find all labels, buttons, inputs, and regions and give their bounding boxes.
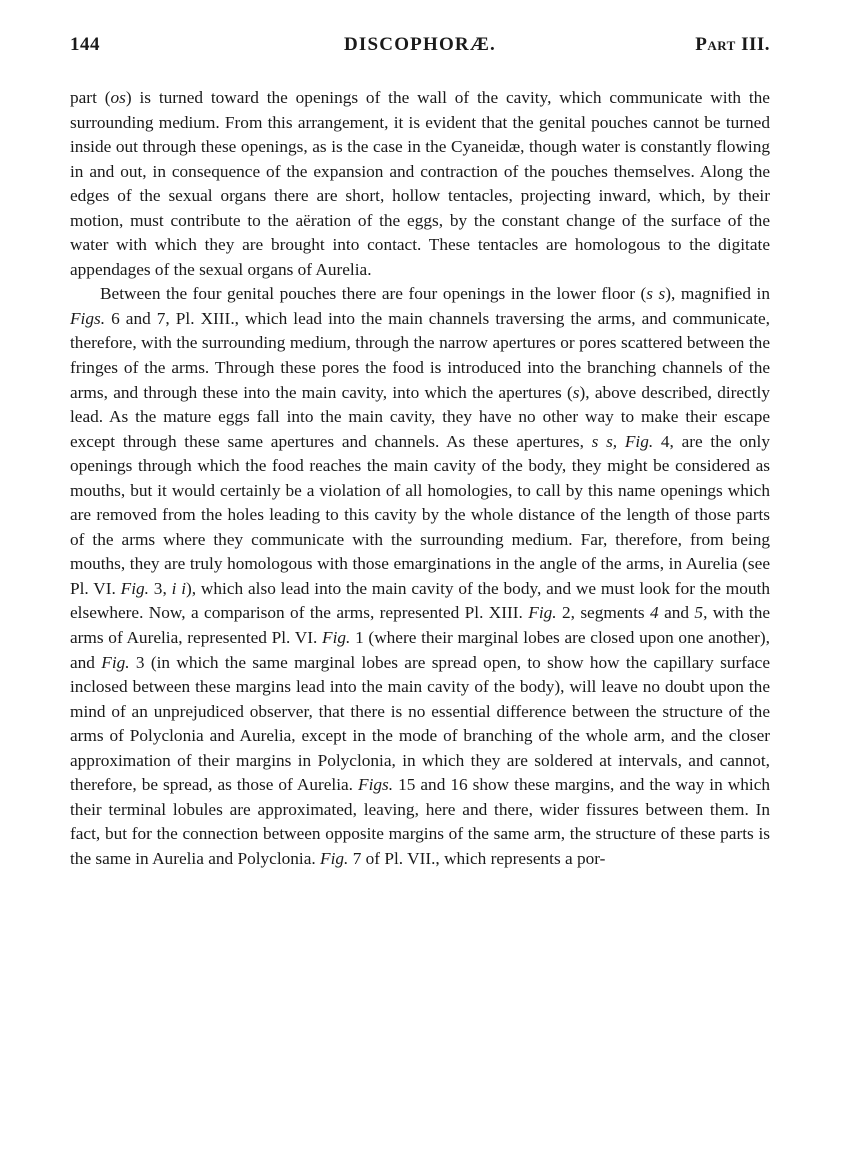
text-run: part ( (70, 88, 111, 107)
italic-run: Fig. (528, 603, 557, 623)
italic-run: s s (646, 284, 666, 304)
paragraph-p2 (70, 282, 770, 871)
italic-run: 5 (694, 603, 704, 623)
text-run: 4, are the only openings through which the food reaches the main cavity of the body, they might be considered as mouths, but it would certainly be a violation of all homologies, to call by this name openings which are removed from the holes leading to this cavity by the whole distance of the length of those parts of the arms where they communicate with the surrounding medium. Far, therefore, from being mouths, they are truly homologous with those emarginations in the angle of the arms, in Aurelia (see Pl. VI. (70, 431, 770, 598)
italic-run: os (110, 88, 126, 107)
text-run: 7 of Pl. VII., which represents a por- (348, 848, 606, 868)
italic-run: s (572, 382, 580, 402)
text-run: 2, segments (556, 603, 651, 623)
running-title: DISCOPHORÆ. (343, 34, 497, 55)
text-run: Between the four genital pouches there are four openings in the lower floor ( (100, 284, 647, 304)
text-run: ) is turned toward the openings of the wall of the cavity, which communicate with the surrounding medium. From this arrangement, it is evident that the genital pouches cannot be turned inside out through these openings, as is the case in the Cyaneidæ, though water is constantly flowing in and out, in consequence of the expansion and contraction of the pouches themselves. Along the edges of the sexual organs there are short, hollow tentacles, projecting inward, which, by their motion, must contribute to the aëration of the eggs, by the constant change of the surface of the water with which they are brought into contact. These tentacles are homologous to the digitate appendages of the sexual organs of Aurelia. (70, 88, 770, 279)
text-run: 3, (148, 578, 172, 598)
italic-run: Fig. (120, 578, 149, 598)
part-label: Part III. (695, 34, 770, 55)
italic-run: s s, Fig. (591, 431, 654, 451)
italic-run: Figs. (358, 775, 394, 795)
text-run: ), magnified in (665, 284, 770, 304)
italic-run: Fig. (320, 848, 349, 868)
italic-run: Figs. (70, 308, 106, 328)
italic-run: i i (171, 578, 187, 598)
text-run: ), above described, directly lead. As the mature eggs fall into the main cavity, they have no other way to make their escape except through these same apertures and channels. As these apertures, (70, 382, 770, 451)
italic-run: 4 (650, 603, 659, 623)
paragraph-p1 (70, 86, 770, 282)
text-run: 1 (where their marginal lobes are closed upon one another), and (70, 628, 770, 672)
italic-run: Fig. (322, 628, 351, 648)
page-number: 144 (70, 34, 100, 55)
italic-run: Fig. (101, 652, 130, 672)
text-run: and (658, 603, 695, 623)
text-run: , with the arms of Aurelia, represented Pl. VI. (70, 603, 770, 648)
page (70, 30, 770, 872)
running-head (70, 30, 770, 64)
text-run: 3 (in which the same marginal lobes are spread open, to show how the capillary surface inclosed between these margins lead into the main cavity of the body), will leave no doubt upon the mind of an unprejudiced observer, that there is no essential difference between the structure of the arms of Polyclonia and Aurelia, except in the mode of branching of the whole arm, and the closer approximation of their margins in Polyclonia, in which they are soldered at intervals, and cannot, therefore, be spread, as those of Aurelia. (70, 652, 770, 795)
text-run: ), which also lead into the main cavity of the body, and we must look for the mouth elsewhere. Now, a comparison of the arms, represented Pl. XIII. (70, 578, 770, 623)
body-text (70, 86, 770, 872)
text-run: 15 and 16 show these margins, and the way in which their terminal lobules are approximated, leaving, here and there, wider fissures between them. In fact, but for the connection between opposite margins of the same arm, the structure of these parts is the same in Aurelia and Polyclonia. (70, 775, 771, 868)
text-run: 6 and 7, Pl. XIII., which lead into the main channels traversing the arms, and communicate, therefore, with the surrounding medium, through the narrow apertures or pores scattered between the fringes of the arms. Through these pores the food is introduced into the branching channels of the arms, and through these into the main cavity, into which the apertures ( (70, 308, 770, 402)
